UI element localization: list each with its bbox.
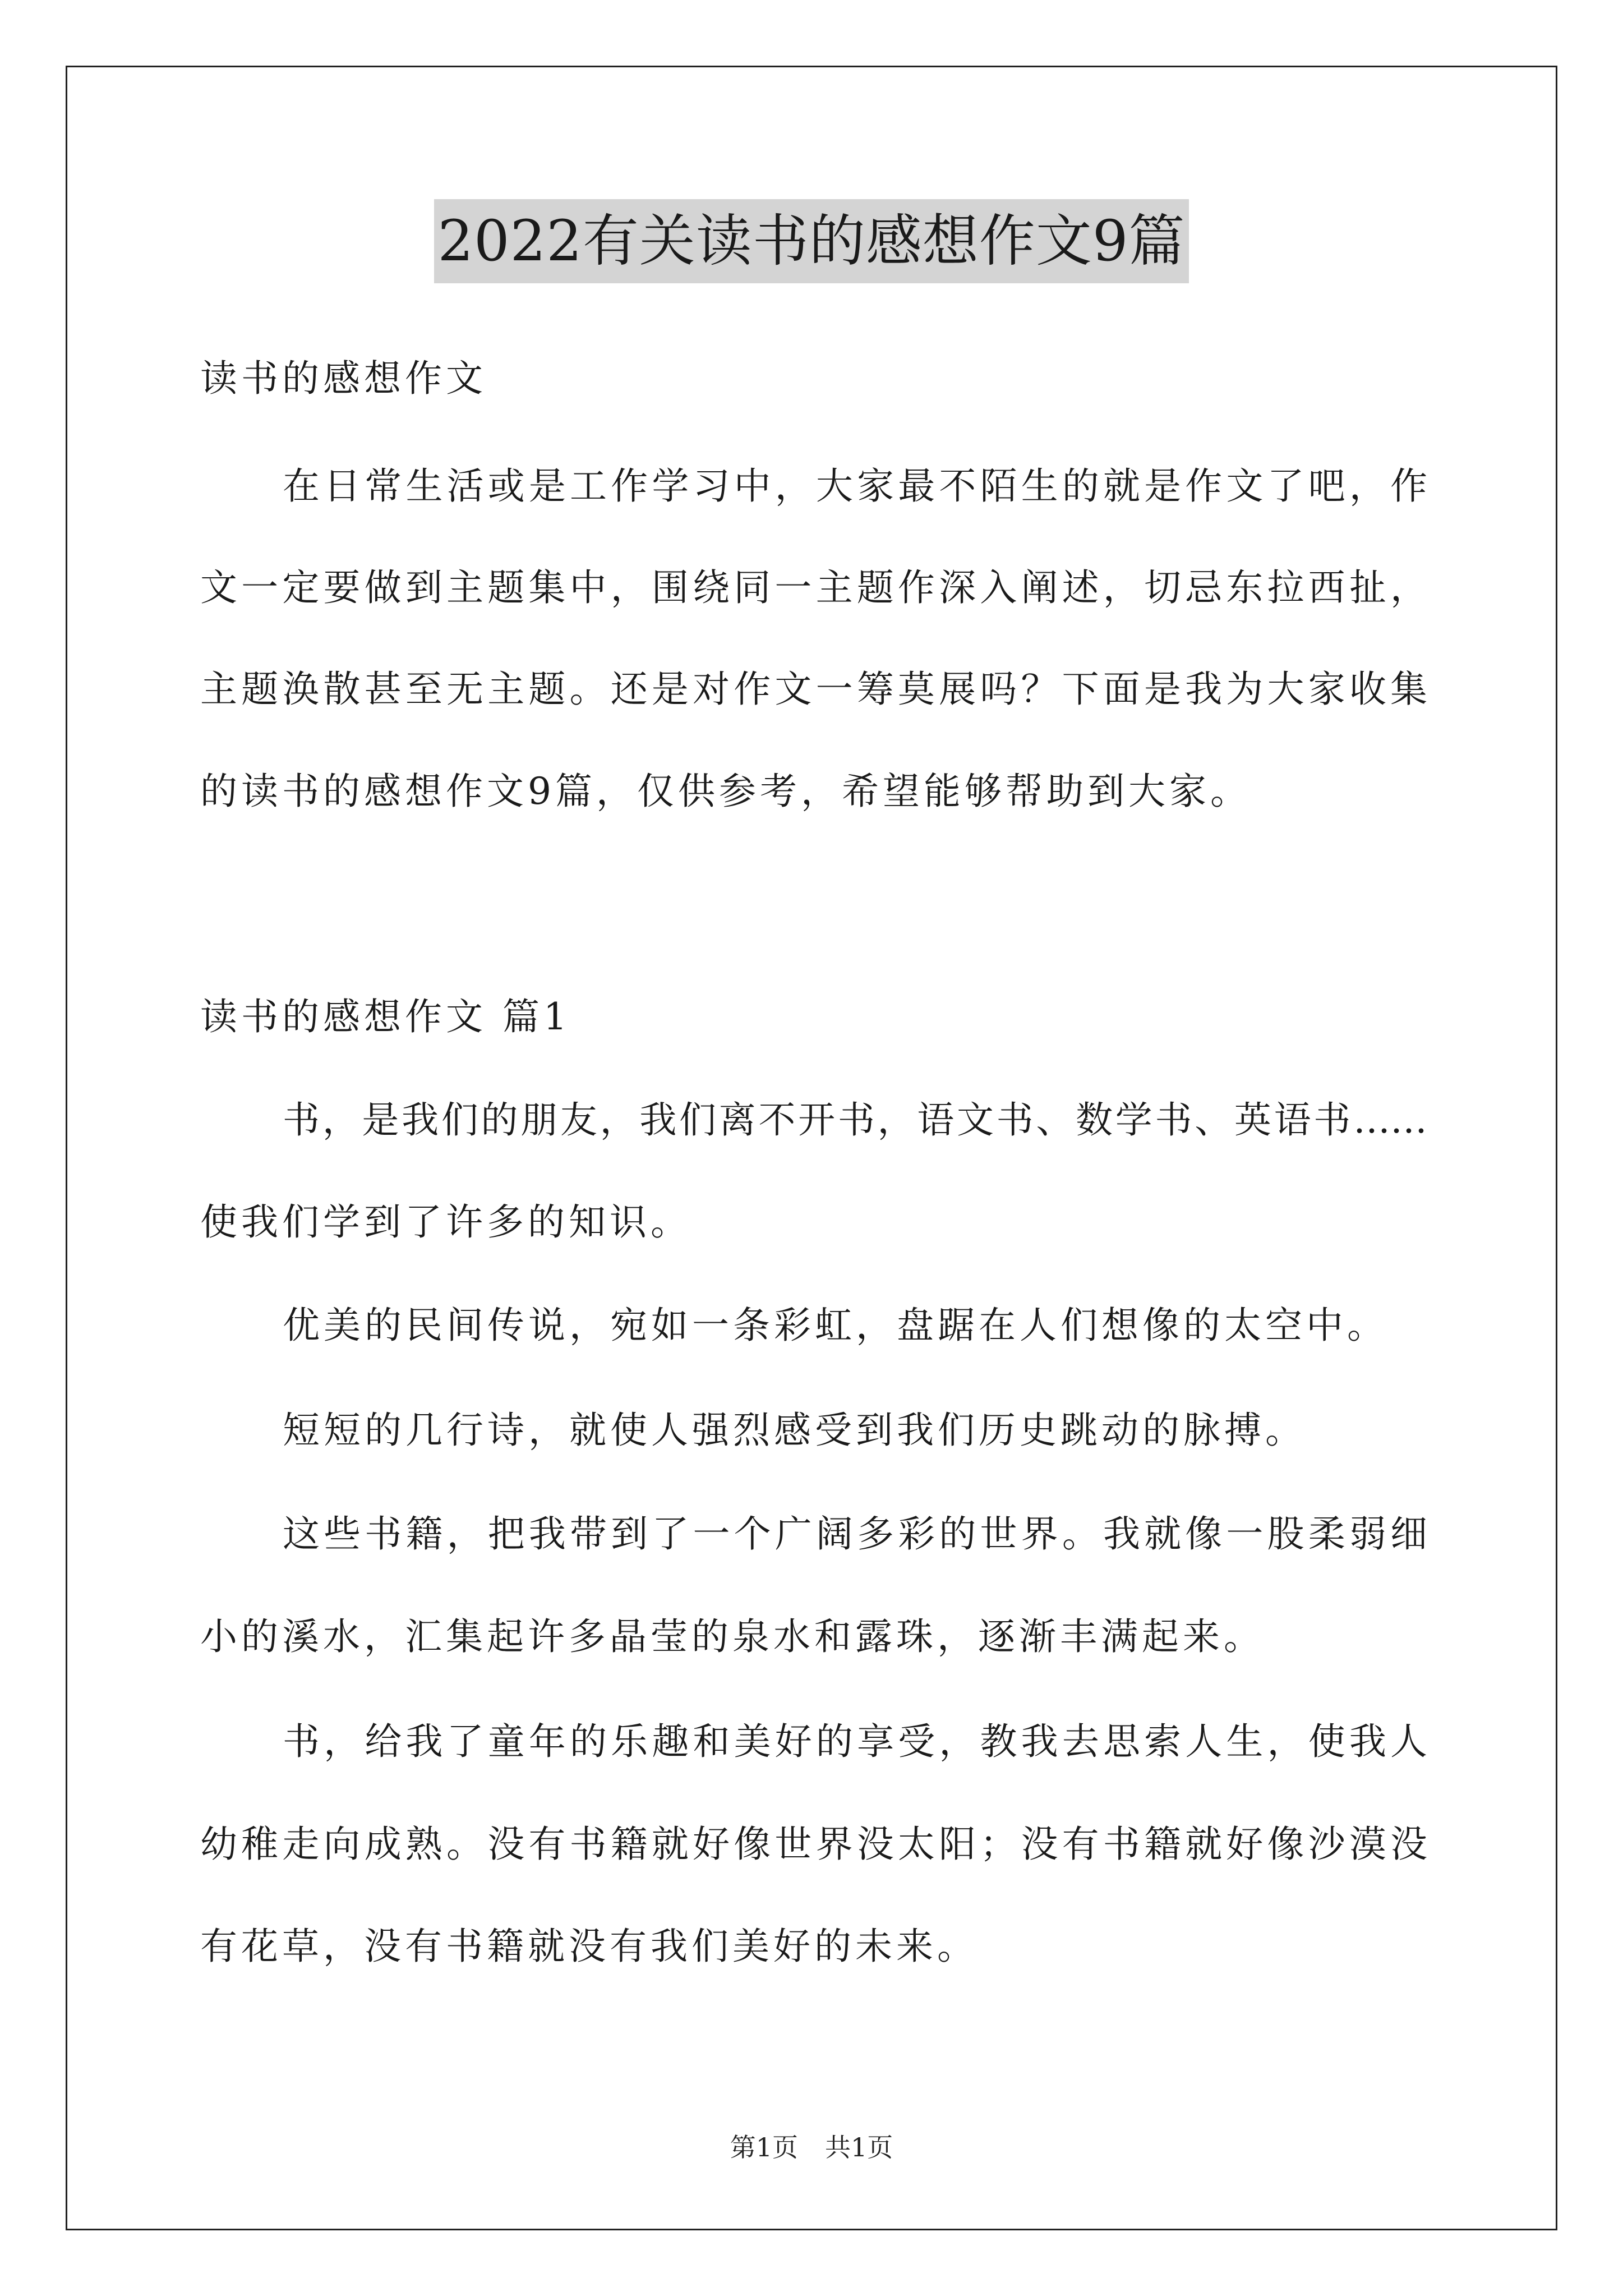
paragraph-line: 短短的几行诗，就使人强烈感受到我们历史跳动的脉搏。 bbox=[283, 1409, 1306, 1452]
page-total: 共1页 bbox=[825, 2132, 893, 2162]
title-container bbox=[0, 199, 1623, 283]
paragraph-line: 这些书籍，把我带到了一个广阔多彩的世界。我就像一股柔弱细 bbox=[283, 1512, 1427, 1556]
page-footer bbox=[0, 2131, 1623, 2164]
paragraph-line: 在日常生活或是工作学习中，大家最不陌生的就是作文了吧，作 bbox=[283, 464, 1427, 508]
paragraph-line: 有花草，没有书籍就没有我们美好的未来。 bbox=[200, 1925, 978, 1968]
paragraph-line: 幼稚走向成熟。没有书籍就好像世界没太阳；没有书籍就好像沙漠没 bbox=[200, 1823, 1427, 1866]
paragraph-line: 文一定要做到主题集中，围绕同一主题作深入阐述，切忌东拉西扯， bbox=[200, 566, 1427, 609]
paragraph-line: 的读书的感想作文9篇，仅供参考，希望能够帮助到大家。 bbox=[200, 770, 1251, 813]
paragraph-line: 小的溪水，汇集起许多晶莹的泉水和露珠，逐渐丰满起来。 bbox=[200, 1615, 1265, 1658]
section-heading: 读书的感想作文 bbox=[200, 357, 487, 400]
section-heading: 读书的感想作文 篇1 bbox=[200, 995, 571, 1038]
paragraph-line: 优美的民间传说，宛如一条彩虹，盘踞在人们想像的太空中。 bbox=[283, 1304, 1388, 1347]
page-number: 第1页 bbox=[730, 2132, 798, 2162]
document-title: 2022有关读书的感想作文9篇 bbox=[434, 199, 1188, 283]
paragraph-line: 书，给我了童年的乐趣和美好的享受，教我去思索人生，使我人 bbox=[283, 1720, 1427, 1763]
paragraph-line: 书，是我们的朋友，我们离不开书，语文书、数学书、英语书…… bbox=[283, 1098, 1427, 1142]
paragraph-line: 主题涣散甚至无主题。还是对作文一筹莫展吗？下面是我为大家收集 bbox=[200, 668, 1427, 711]
paragraph-line: 使我们学到了许多的知识。 bbox=[200, 1200, 691, 1244]
